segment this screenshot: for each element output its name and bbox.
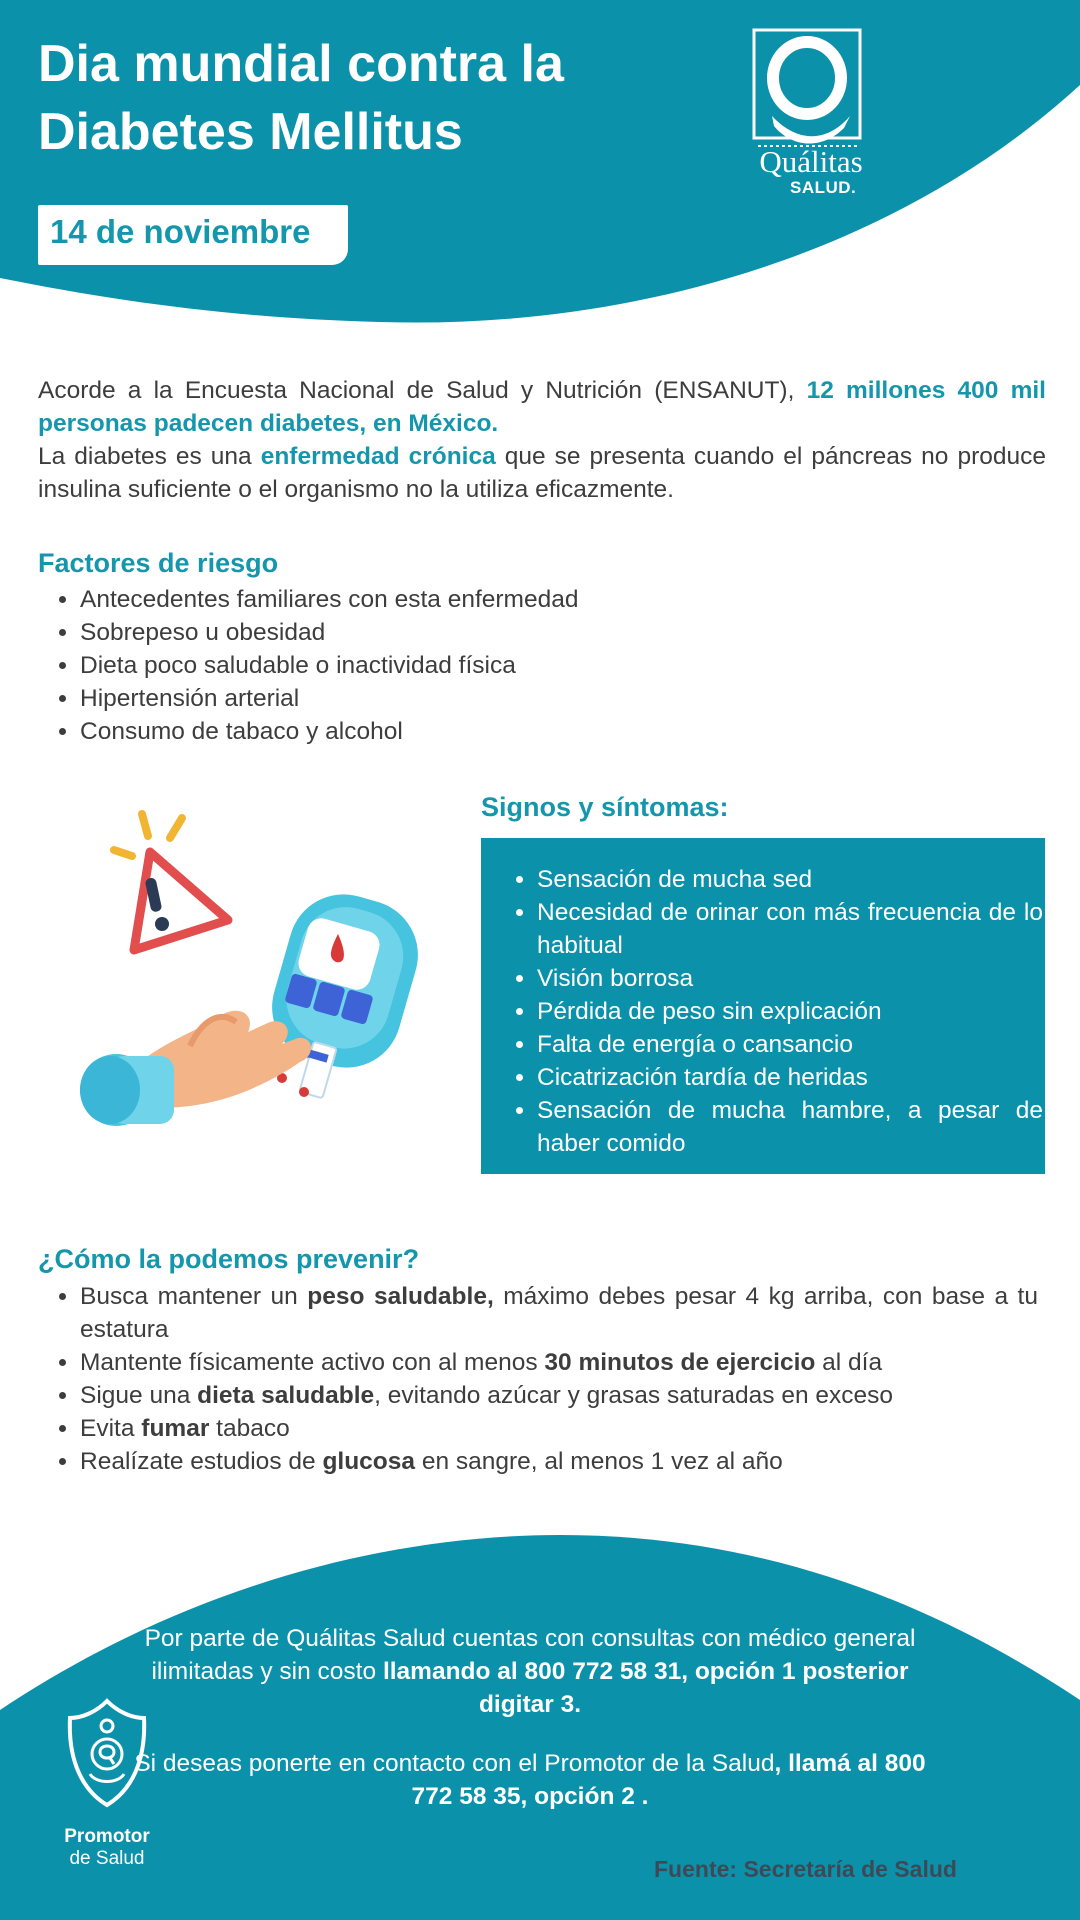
list-item: • Hipertensión arterial [80, 682, 1018, 715]
list-item: • Sigue una dieta saludable, evitando azúcar y grasas saturadas en exceso [80, 1379, 1038, 1412]
list-item: • Busca mantener un peso saludable, máximo debes pesar 4 kg arriba, con base a tu estatura [80, 1280, 1038, 1346]
prevention-list [38, 1280, 1038, 1478]
glucose-meter-illustration [70, 800, 430, 1140]
prevention-heading: ¿Cómo la podemos prevenir? [38, 1244, 420, 1274]
date-badge [38, 205, 348, 265]
source-text: Fuente: Secretaría de Salud [654, 1856, 957, 1882]
symptoms-heading: Signos y síntomas: [481, 792, 729, 822]
list-item: • Consumo de tabaco y alcohol [80, 715, 1018, 748]
date-text: 14 de noviembre [50, 213, 311, 250]
list-item: • Sensación de mucha sed [537, 863, 1043, 896]
logo-subtitle: SALUD. [790, 178, 857, 197]
list-item: • Visión borrosa [537, 962, 1043, 995]
list-item: • Mantente físicamente activo con al menos 30 minutos de ejercicio al día [80, 1346, 1038, 1379]
footer-contact-text: Si deseas ponerte en contacto con el Promotor de la Salud, llamá al 800 772 58 35, opción 2 . [134, 1750, 926, 1810]
list-item: • Antecedentes familiares con esta enfermedad [80, 583, 1018, 616]
list-item: • Cicatrización tardía de heridas [537, 1061, 1043, 1094]
intro-paragraph: Acorde a la Encuesta Nacional de Salud y Nutrición (ENSANUT), 12 millones 400 mil personas padecen diabetes, en México. La diabetes es una enfermedad crónica que se presenta cuando el páncreas no produce insulina suficiente o el organismo no la utiliza eficazmente. [38, 377, 1046, 503]
list-item: • Sensación de mucha hambre, a pesar de haber comido [537, 1094, 1043, 1160]
logo-name: Quálitas [759, 144, 863, 179]
list-item: • Realízate estudios de glucosa en sangre, al menos 1 vez al año [80, 1445, 1038, 1478]
list-item: • Necesidad de orinar con más frecuencia de lo habitual [537, 896, 1043, 962]
promotor-label: Promotor de Salud [64, 1826, 150, 1869]
list-item: • Evita fumar tabaco [80, 1412, 1038, 1445]
list-item: • Sobrepeso u obesidad [80, 616, 1018, 649]
list-item: • Pérdida de peso sin explicación [537, 995, 1043, 1028]
symptoms-box [481, 838, 1045, 1174]
list-item: • Falta de energía o cansancio [537, 1028, 1043, 1061]
list-item: • Dieta poco saludable o inactividad física [80, 649, 1018, 682]
promotor-shield-icon [66, 1698, 148, 1808]
page-title: Dia mundial contra la Diabetes Mellitus [38, 35, 564, 161]
risk-heading: Factores de riesgo [38, 548, 279, 578]
risk-list [38, 583, 1018, 748]
footer-consult-text: Por parte de Quálitas Salud cuentas con consultas con médico general ilimitadas y sin costo llamando al 800 772 58 31, opción 1 posterior digitar 3. [144, 1625, 916, 1718]
